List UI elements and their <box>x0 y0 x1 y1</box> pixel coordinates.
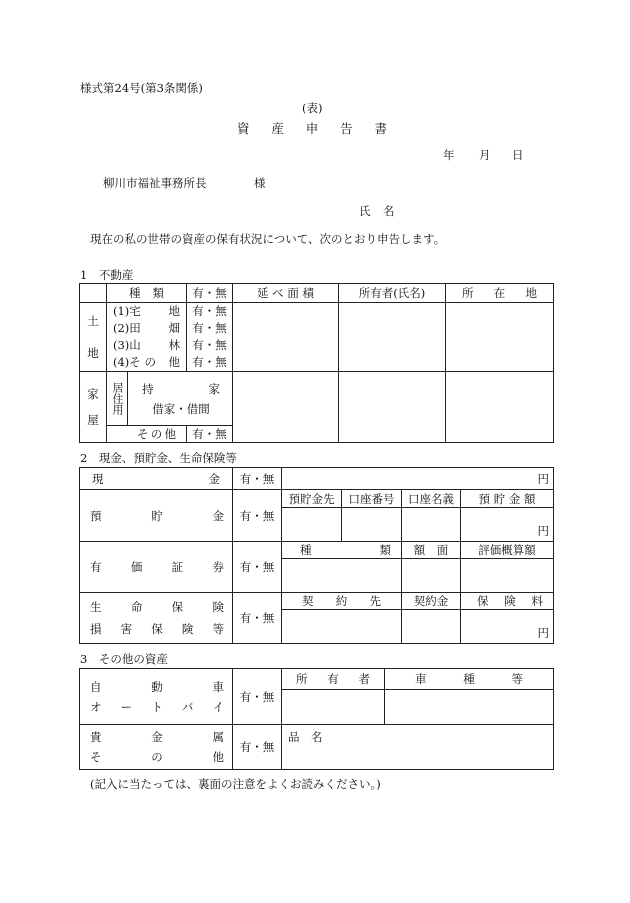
header-blank <box>80 284 107 303</box>
section2-heading: 2 現金、預貯金、生命保険等 <box>80 451 237 465</box>
precious-umu[interactable]: 有・無 <box>233 725 282 770</box>
other-assets-table <box>79 668 554 770</box>
land-location-input[interactable] <box>446 303 554 372</box>
insurance-premium-input[interactable]: 円 <box>461 610 554 644</box>
land-items: (1)宅 地 (2)田 畑 (3)山 林 (4)そ の 他 <box>107 303 187 372</box>
name-label-1: 氏 <box>359 204 371 218</box>
insurance-label: 生 命 保 険 損 害 保 険 等 <box>80 593 233 644</box>
date-year: 年 <box>443 148 455 162</box>
securities-header-face: 額 面 <box>402 542 461 559</box>
house-other-umu[interactable]: 有・無 <box>187 426 233 443</box>
insurance-header-premium: 保 険 料 <box>461 593 554 610</box>
honorific: 様 <box>254 176 266 190</box>
form-number: 様式第24号(第3条関係) <box>80 81 203 95</box>
vehicle-label: 自 動 車 オ ー ト バ イ <box>80 669 233 725</box>
deposit-header-holder: 口座名義 <box>402 490 461 508</box>
deposit-header-amount: 預 貯 金 額 <box>461 490 554 508</box>
insurance-header-amount: 契約金 <box>402 593 461 610</box>
insurance-header-contract: 契 約 先 <box>282 593 402 610</box>
deposit-amount-input[interactable]: 円 <box>461 508 554 542</box>
securities-valuation-input[interactable] <box>461 559 554 593</box>
header-kind: 種 類 <box>107 284 187 303</box>
deposit-label: 預 貯 金 <box>80 490 233 542</box>
house-label: 家 屋 <box>80 372 107 443</box>
land-umu[interactable]: 有・無 有・無 有・無 有・無 <box>187 303 233 372</box>
house-other-label: そ の 他 <box>107 426 187 443</box>
vehicle-header-type: 車 種 等 <box>385 669 554 690</box>
cash-table <box>79 467 554 644</box>
securities-kind-input[interactable] <box>282 559 402 593</box>
vehicle-header-owner: 所 有 者 <box>282 669 385 690</box>
deposit-account-input[interactable] <box>342 508 402 542</box>
securities-face-input[interactable] <box>402 559 461 593</box>
header-area: 延 べ 面 積 <box>233 284 339 303</box>
own-house-option[interactable]: 持 家 <box>142 381 220 396</box>
deposit-umu[interactable]: 有・無 <box>233 490 282 542</box>
name-label-2: 名 <box>383 204 395 218</box>
vehicle-umu[interactable]: 有・無 <box>233 669 282 725</box>
deposit-header-account: 口座番号 <box>342 490 402 508</box>
precious-label: 貴 金 属 そ の 他 <box>80 725 233 770</box>
house-location-input[interactable] <box>446 372 554 443</box>
section1-heading: 1 不動産 <box>80 268 134 282</box>
securities-header-kind: 種 類 <box>282 542 402 559</box>
addressee: 柳川市福祉事務所長 <box>103 176 207 190</box>
footer-note: (記入に当たっては、裏面の注意をよくお読みください。) <box>90 777 381 791</box>
residence-cell <box>107 372 233 426</box>
securities-umu[interactable]: 有・無 <box>233 542 282 593</box>
header-location: 所 在 地 <box>446 284 554 303</box>
insurance-umu[interactable]: 有・無 <box>233 593 282 644</box>
side-label: (表) <box>302 101 323 115</box>
deposit-header-bank: 預貯金先 <box>282 490 342 508</box>
precious-item-input[interactable] <box>282 725 554 770</box>
date-day: 日 <box>512 148 524 162</box>
header-umu: 有・無 <box>187 284 233 303</box>
deposit-holder-input[interactable] <box>402 508 461 542</box>
vehicle-type-input[interactable] <box>385 690 554 725</box>
land-area-input[interactable] <box>233 303 339 372</box>
insurance-contract-input[interactable] <box>282 610 402 644</box>
intro-text: 現在の私の世帯の資産の保有状況について、次のとおり申告します。 <box>90 232 446 246</box>
house-owner-input[interactable] <box>339 372 446 443</box>
land-owner-input[interactable] <box>339 303 446 372</box>
land-label: 土 地 <box>80 303 107 372</box>
residence-label: 居住用 <box>107 372 128 425</box>
house-area-input[interactable] <box>233 372 339 443</box>
cash-label: 現 金 <box>80 468 233 490</box>
vehicle-owner-input[interactable] <box>282 690 385 725</box>
cash-umu[interactable]: 有・無 <box>233 468 282 490</box>
cash-amount-input[interactable]: 円 <box>282 468 554 490</box>
real-estate-table <box>79 283 554 443</box>
item-name-label: 品 名 <box>288 730 323 744</box>
section3-heading: 3 その他の資産 <box>80 652 168 666</box>
securities-header-valuation: 評価概算額 <box>461 542 554 559</box>
insurance-amount-input[interactable] <box>402 610 461 644</box>
date-month: 月 <box>479 148 491 162</box>
deposit-bank-input[interactable] <box>282 508 342 542</box>
page-title: 資 産 申 告 書 <box>237 121 387 136</box>
rental-option[interactable]: 借家・借間 <box>152 401 210 416</box>
header-owner: 所有者(氏名) <box>339 284 446 303</box>
securities-label: 有 価 証 券 <box>80 542 233 593</box>
